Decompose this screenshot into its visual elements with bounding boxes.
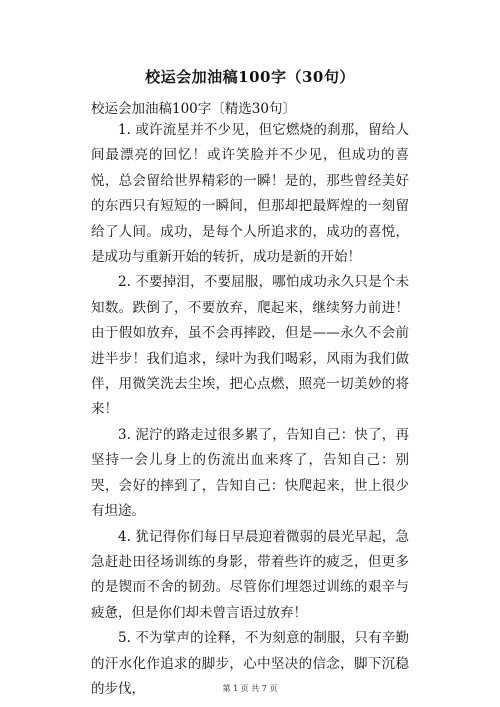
document-body (91, 118, 409, 702)
paragraph-4: 4. 犹记得你们每日早晨迎着微弱的晨光早起，急急赶赴田径场训练的身影，带着些许的疲乏，但更多的是锲而不舍的韧劲。尽管你们埋怨过训练的艰辛与疲惫，但是你们却未曾言语过放弃！ (91, 528, 409, 621)
paragraph-1: 1. 或许流星并不少见，但它燃烧的刹那，留给人间最漂亮的回忆！或许笑脸并不少见，但成功的喜悦，总会留给世界精彩的一瞬！是的，那些曾经美好的东西只有短短的一瞬间，但那却把最辉煌的一刻留给了人间。成功，是每个人所追求的，成功的喜悦，是成功与重新开始的转折，成功是新的开始！ (91, 122, 409, 266)
document-subtitle: 校运会加油稿100字〔精选30句〕 (91, 101, 296, 117)
paragraph-5: 5. 不为掌声的诠释，不为刻意的制服，只有辛勤的汗水化作追求的脚步，心中坚决的信念，脚下沉稳的步伐， (91, 630, 409, 697)
page-number-footer: 第 1 页 共 7 页 (222, 684, 278, 693)
document-title: 校运会加油稿100字（30句） (145, 68, 355, 86)
paragraph-3: 3. 泥泞的路走过很多累了，告知自己：快了，再坚持一会儿身上的伤流出血来疼了，告知自己：别哭，会好的摔到了，告知自己：快爬起来，世上很少有坦途。 (91, 426, 409, 520)
paragraph-2: 2. 不要掉泪，不要屈服，哪怕成功永久只是个未知数。跌倒了，不要放弃，爬起来，继续努力前进！由于假如放弃，虽不会再摔跤，但是——永久不会前进半步！我们追求，绿叶为我们喝彩，风雨为我们做伴，用微笑洗去尘埃，把心点燃，照亮一切美妙的将来！ (91, 274, 409, 418)
